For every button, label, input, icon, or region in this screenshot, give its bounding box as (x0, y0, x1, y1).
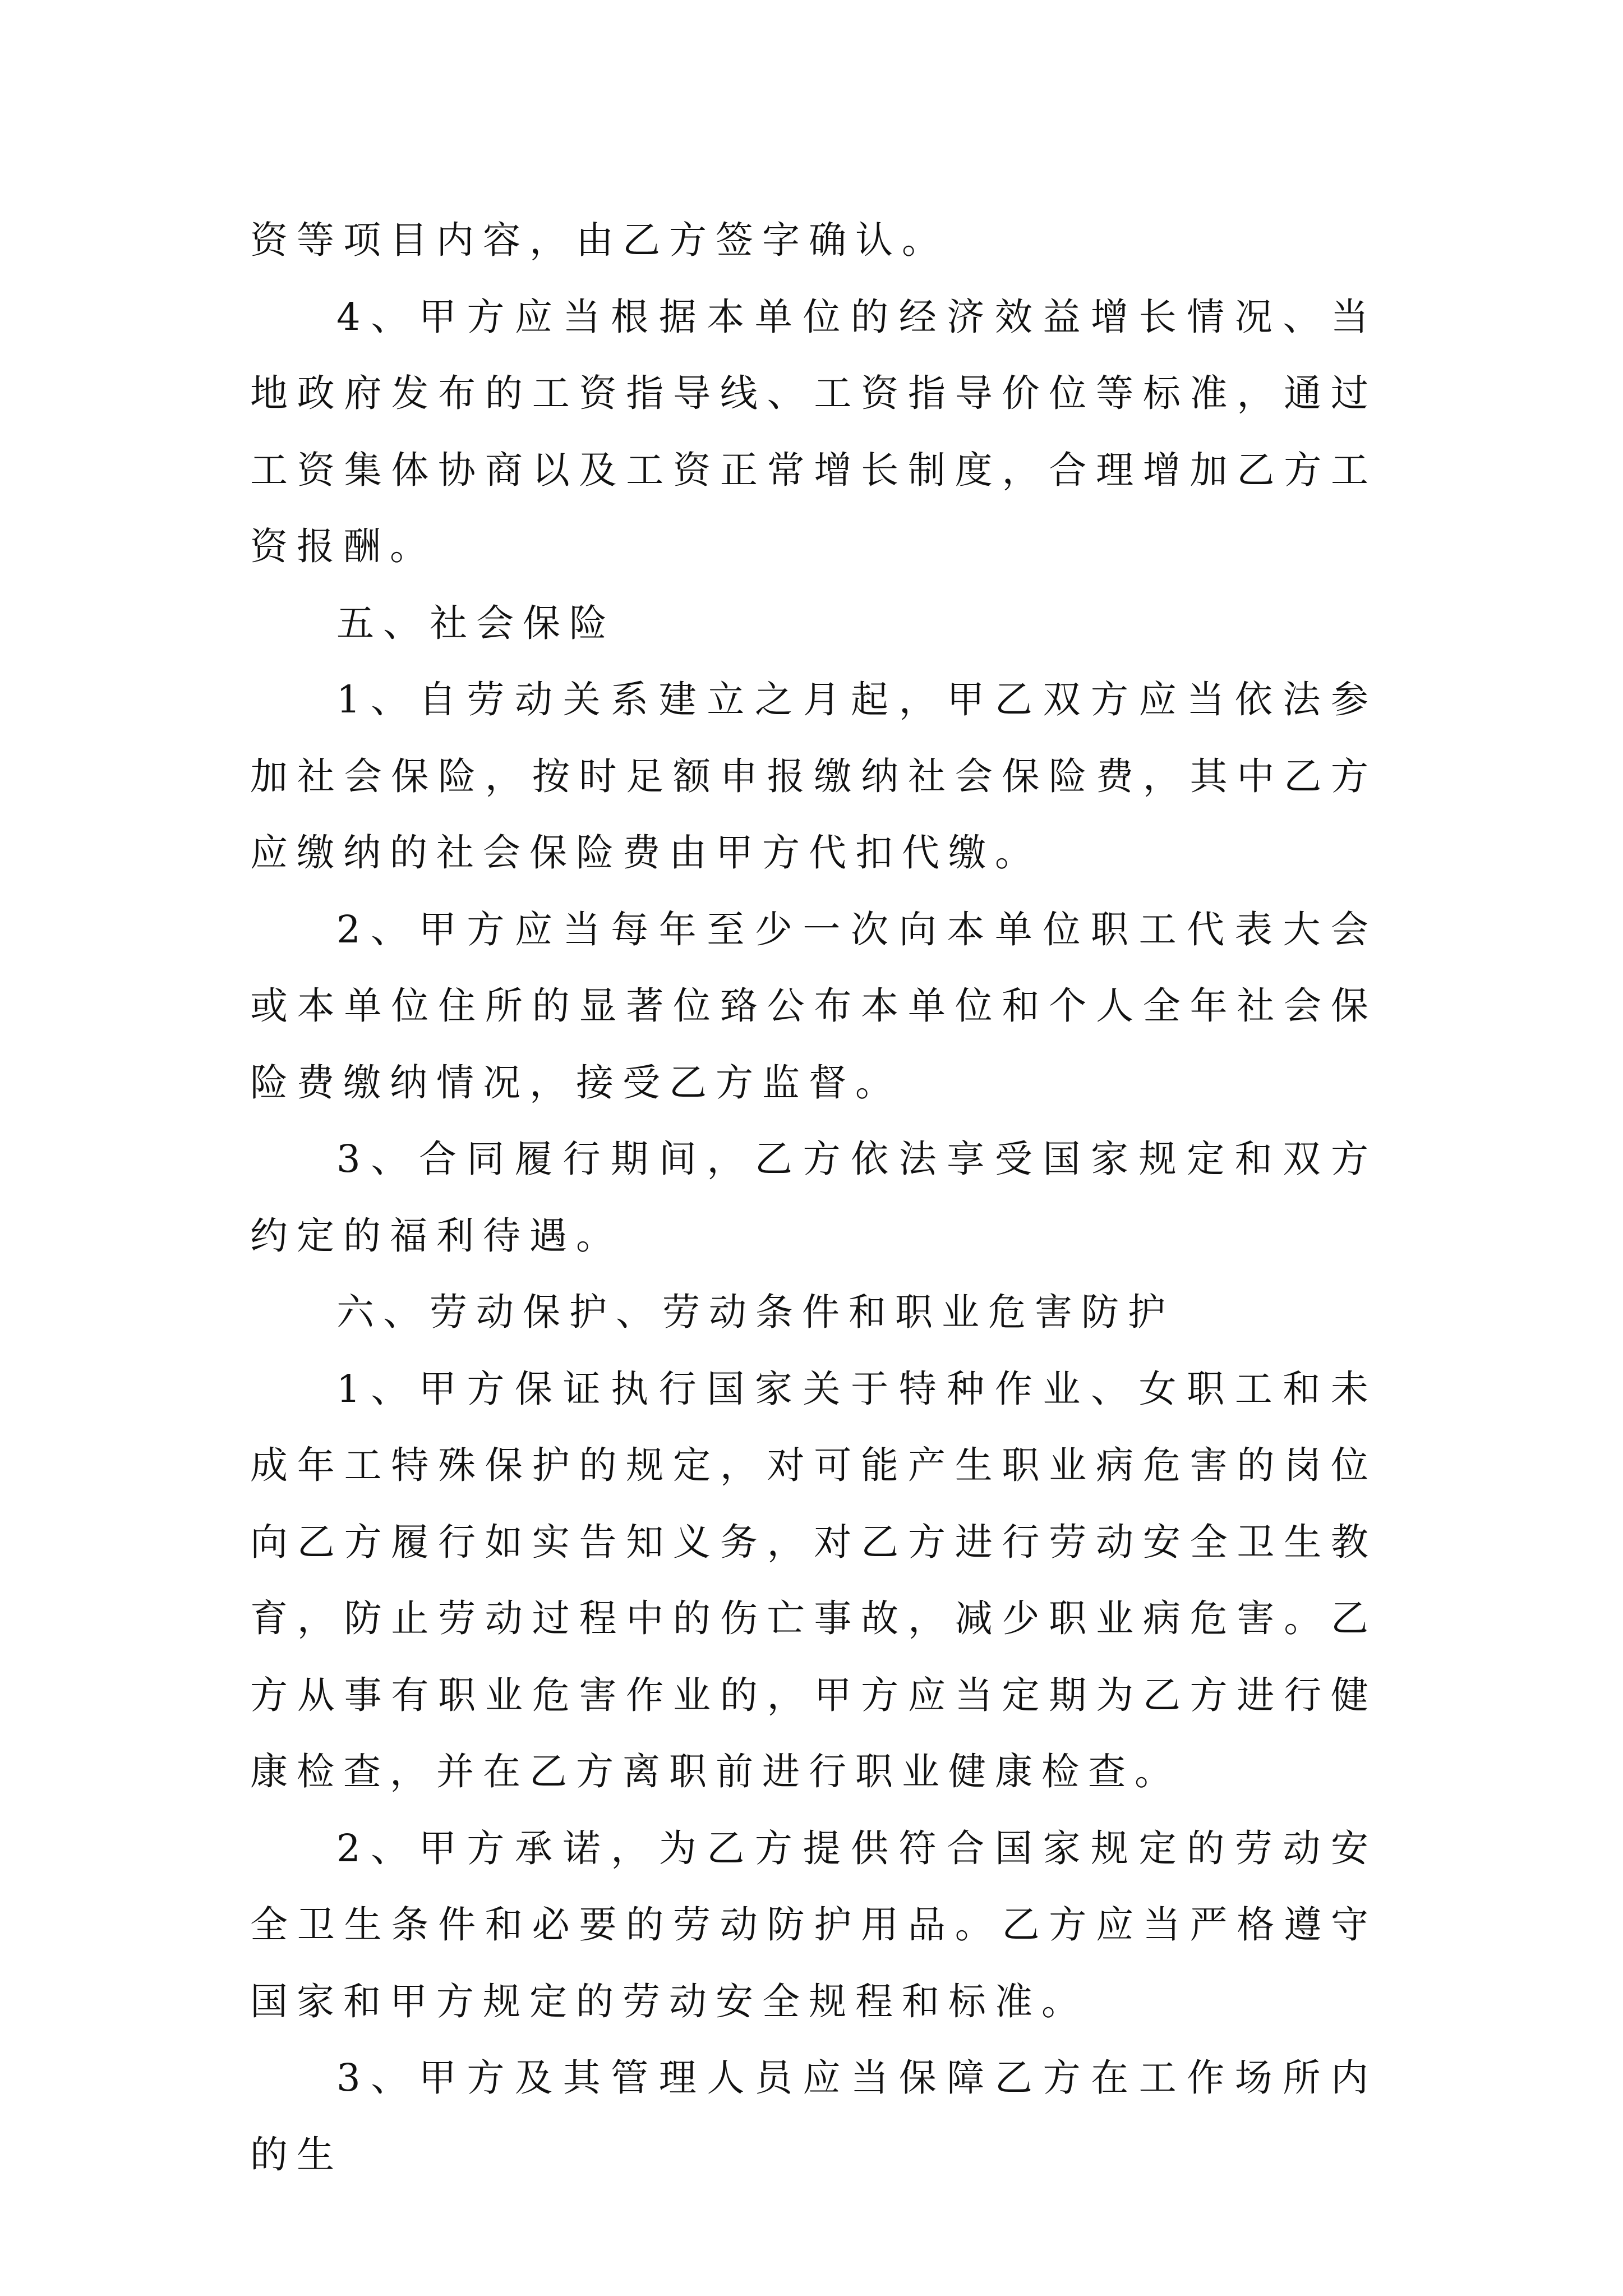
paragraph-labor-protection-2: 2、甲方承诺，为乙方提供符合国家规定的劳动安全卫生条件和必要的劳动防护用品。乙方应当严格遵守国家和甲方规定的劳动安全规程和标准。 (250, 1826, 1377, 2023)
paragraph-wage-item-4: 4、甲方应当根据本单位的经济效益增长情况、当地政府发布的工资指导线、工资指导价位等标准，通过工资集体协商以及工资正常增长制度，合理增加乙方工资报酬。 (250, 295, 1377, 568)
paragraph-wage-confirm-continuation: 资等项目内容，由乙方签字确认。 (250, 218, 948, 262)
paragraph-social-insurance-1: 1、自劳动关系建立之月起，甲乙双方应当依法参加社会保险，按时足额申报缴纳社会保险费，其中乙方应缴纳的社会保险费由甲方代扣代缴。 (250, 678, 1377, 875)
paragraph-labor-protection-1: 1、甲方保证执行国家关于特种作业、女职工和未成年工特殊保护的规定，对可能产生职业病危害的岗位向乙方履行如实告知义务，对乙方进行劳动安全卫生教育，防止劳动过程中的伤亡事故，减少职业病危害。乙方从事有职业危害作业的，甲方应当定期为乙方进行健康检查，并在乙方离职前进行职业健康检查。 (250, 1366, 1377, 1793)
section-heading-labor-protection: 六、劳动保护、劳动条件和职业危害防护 (336, 1290, 1174, 1334)
paragraph-labor-protection-3: 3、甲方及其管理人员应当保障乙方在工作场所内的生 (250, 2056, 1377, 2177)
paragraph-social-insurance-2: 2、甲方应当每年至少一次向本单位职工代表大会或本单位住所的显著位臵公布本单位和个人全年社会保险费缴纳情况，接受乙方监督。 (250, 907, 1377, 1105)
paragraph-social-insurance-3: 3、合同履行期间，乙方依法享受国家规定和双方约定的福利待遇。 (250, 1137, 1377, 1258)
section-heading-social-insurance: 五、社会保险 (336, 601, 616, 645)
document-body (250, 202, 1377, 2193)
